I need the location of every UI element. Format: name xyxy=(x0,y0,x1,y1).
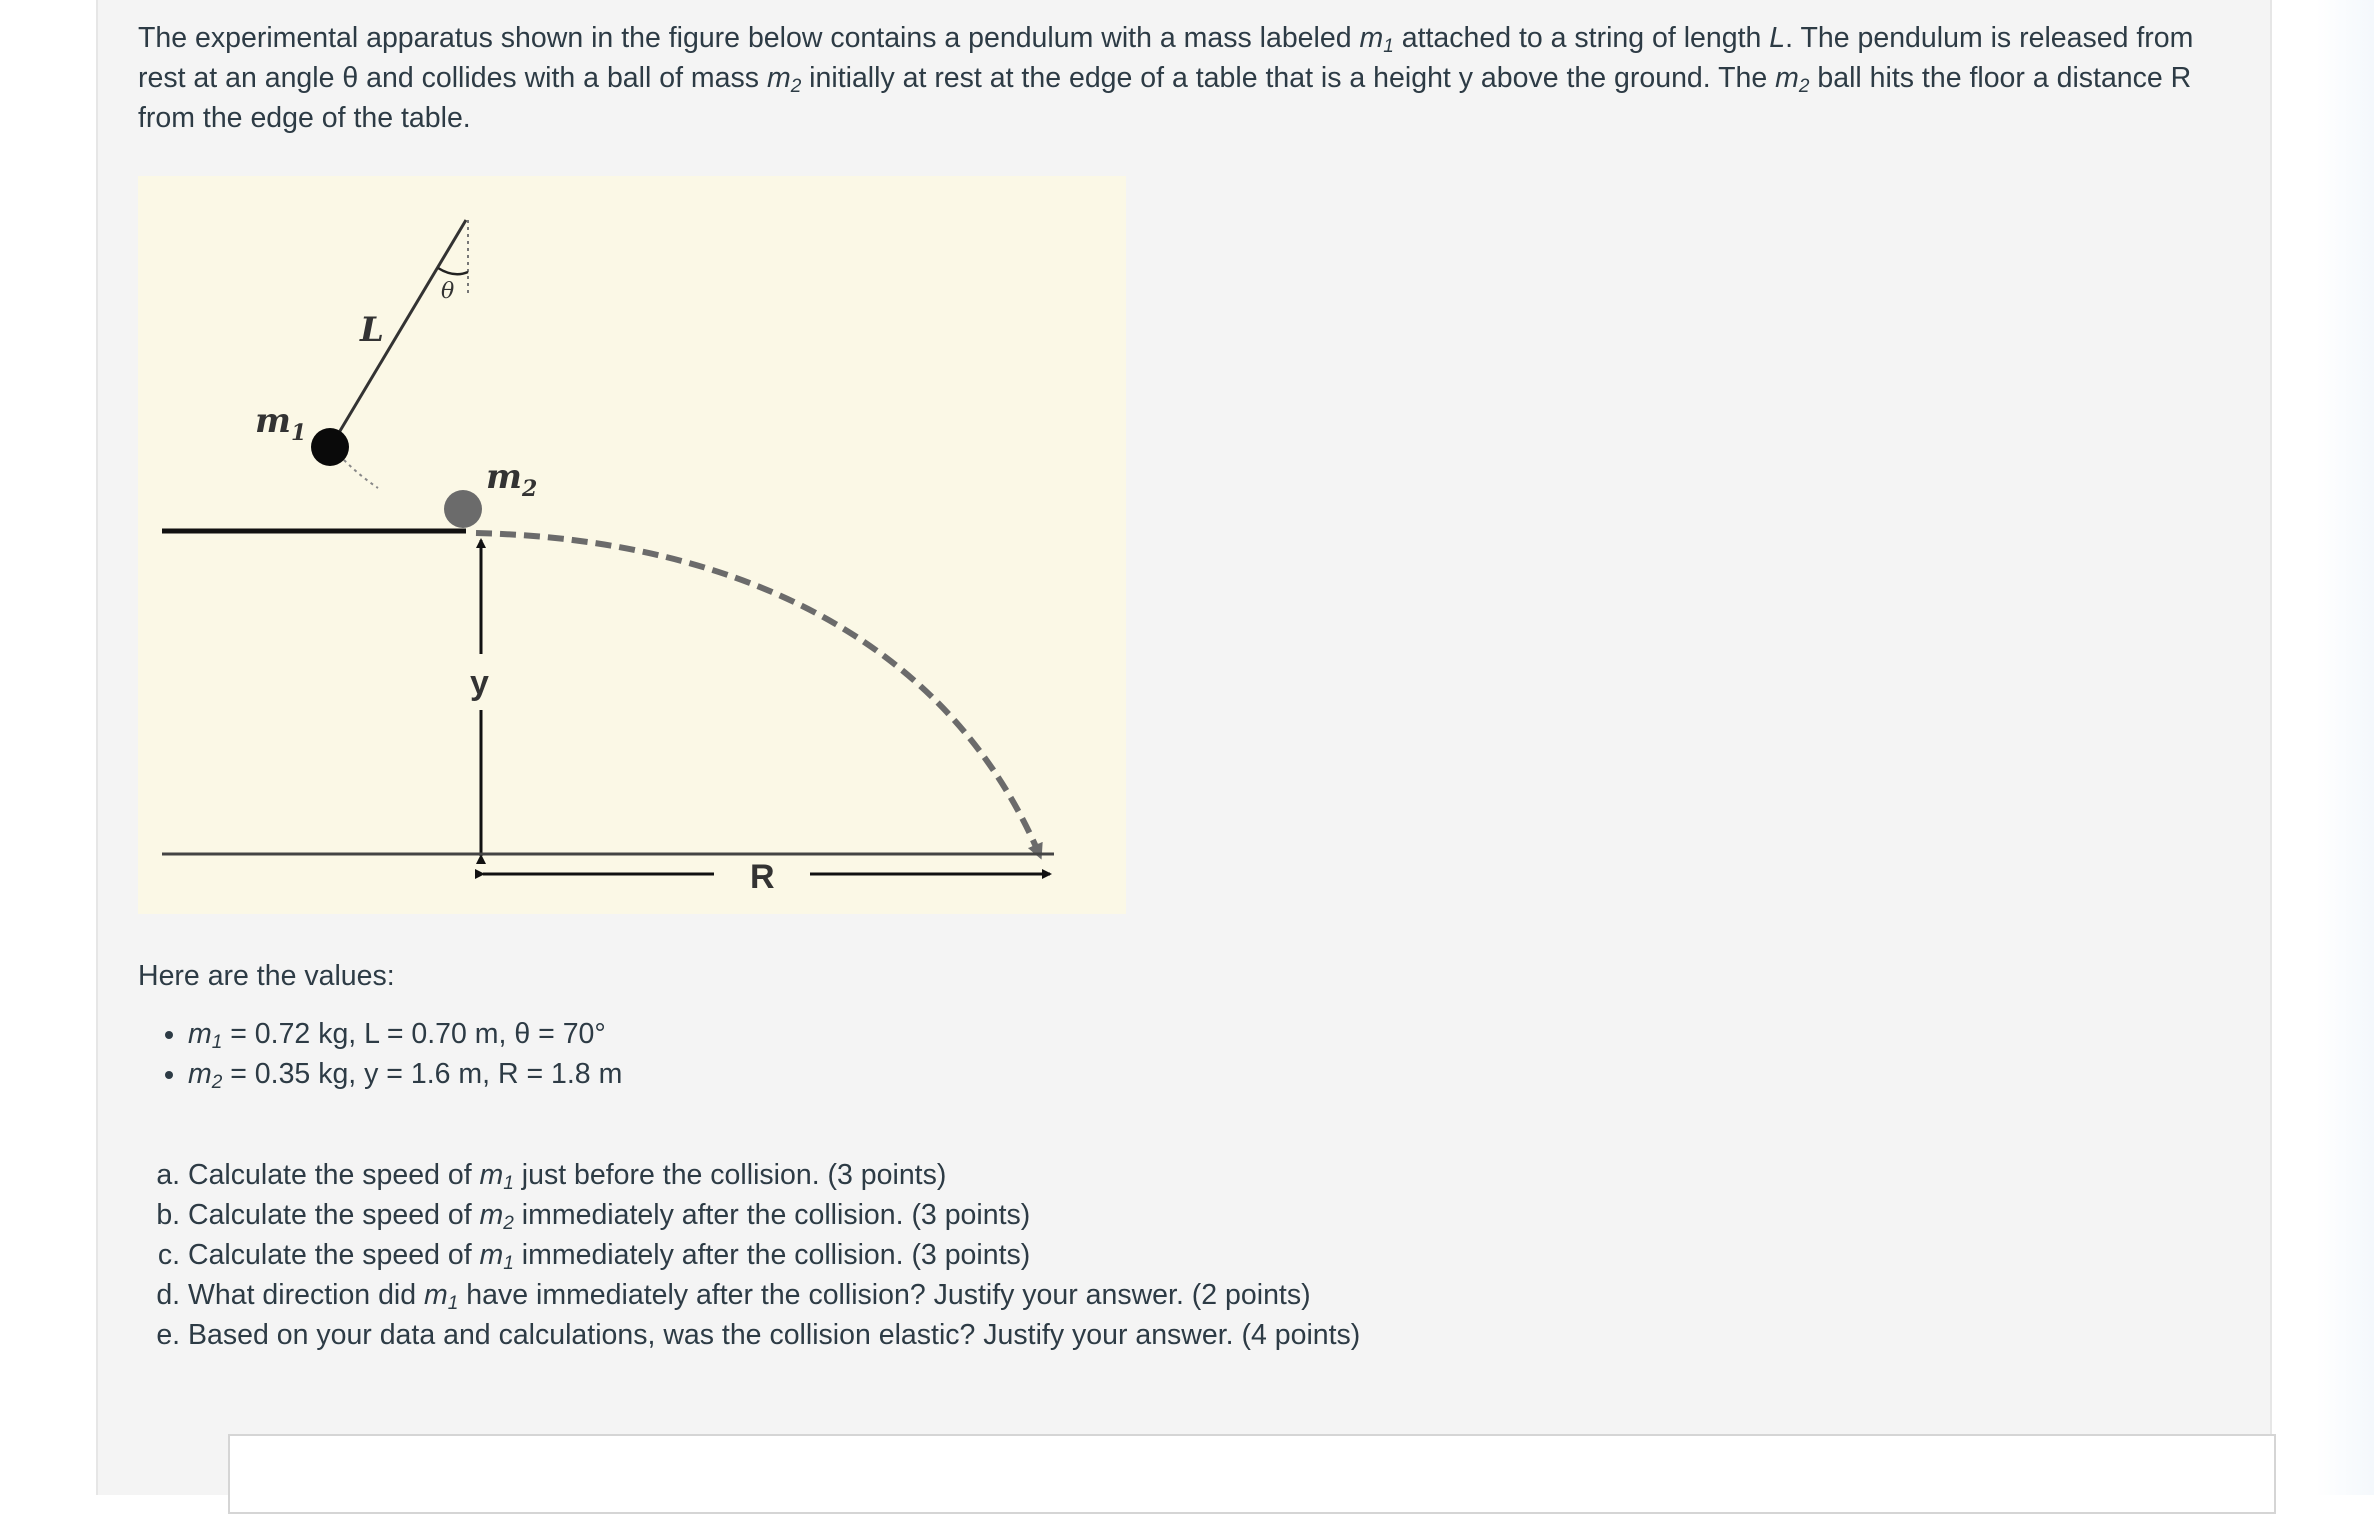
values-item-1-var: $m_1$ xyxy=(188,1018,223,1053)
question-d: d. What direction did $m_1$ have immediately after the collision? Justify your answer. (2 points) xyxy=(188,1275,1360,1315)
intro-text-2: attached to a string of length xyxy=(1393,22,1770,54)
values-heading: Here are the values: xyxy=(138,960,395,992)
question-card xyxy=(96,0,2272,1495)
values-list xyxy=(138,1014,622,1094)
intro-text-5: ball hits the floor a distance R from the edge of the table. xyxy=(138,62,2192,134)
apparatus-figure xyxy=(138,176,1126,914)
m2-ball xyxy=(444,490,482,528)
intro-text-4: initially at rest at the edge of a table that is a height y above the ground. The xyxy=(801,62,1776,94)
m1-ball xyxy=(311,428,349,466)
height-y-label: y xyxy=(470,664,489,702)
length-L-label: L xyxy=(360,310,384,350)
page-edge-shade xyxy=(2316,0,2374,1495)
question-c: c. Calculate the speed of $m_1$ immediately after the collision. (3 points) xyxy=(188,1235,1360,1275)
values-item-2-var: $m_2$ xyxy=(188,1058,223,1093)
values-item-2 xyxy=(188,1054,622,1094)
m2-label: $m_2$ xyxy=(486,457,538,502)
projectile-path xyxy=(476,533,1040,856)
L-variable: L xyxy=(1769,22,1786,54)
theta-label: θ xyxy=(441,279,455,304)
m2-variable: $m_2$ xyxy=(766,62,802,97)
intro-text-1: The experimental apparatus shown in the figure below contains a pendulum with a mass labeled xyxy=(138,22,1360,54)
intro-text-3: . The pendulum is released from rest at an angle θ and collides with a ball of mass xyxy=(138,22,2194,94)
range-R-label: R xyxy=(750,858,775,896)
questions-list xyxy=(138,1155,1360,1355)
values-item-1-text: = 0.72 kg, L = 0.70 m, θ = 70° xyxy=(222,1018,606,1050)
answer-editor-box[interactable] xyxy=(228,1434,2276,1514)
m2-variable-2: $m_2$ xyxy=(1775,62,1810,97)
m1-label: $m_1$ xyxy=(255,401,307,446)
values-item-1 xyxy=(188,1014,622,1054)
angle-arc xyxy=(438,268,468,274)
m1-variable: $m_1$ xyxy=(1359,22,1394,57)
question-b: b. Calculate the speed of $m_2$ immediately after the collision. (3 points) xyxy=(188,1195,1360,1235)
question-a: a. Calculate the speed of $m_1$ just before the collision. (3 points) xyxy=(188,1155,1360,1195)
pendulum-string xyxy=(331,220,466,446)
question-e: e. Based on your data and calculations, was the collision elastic? Justify your answer. (4 points) xyxy=(188,1315,1360,1355)
swing-path xyxy=(344,460,378,488)
apparatus-diagram xyxy=(138,176,1126,914)
question-intro xyxy=(138,18,2238,138)
values-item-2-text: = 0.35 kg, y = 1.6 m, R = 1.8 m xyxy=(222,1058,623,1090)
